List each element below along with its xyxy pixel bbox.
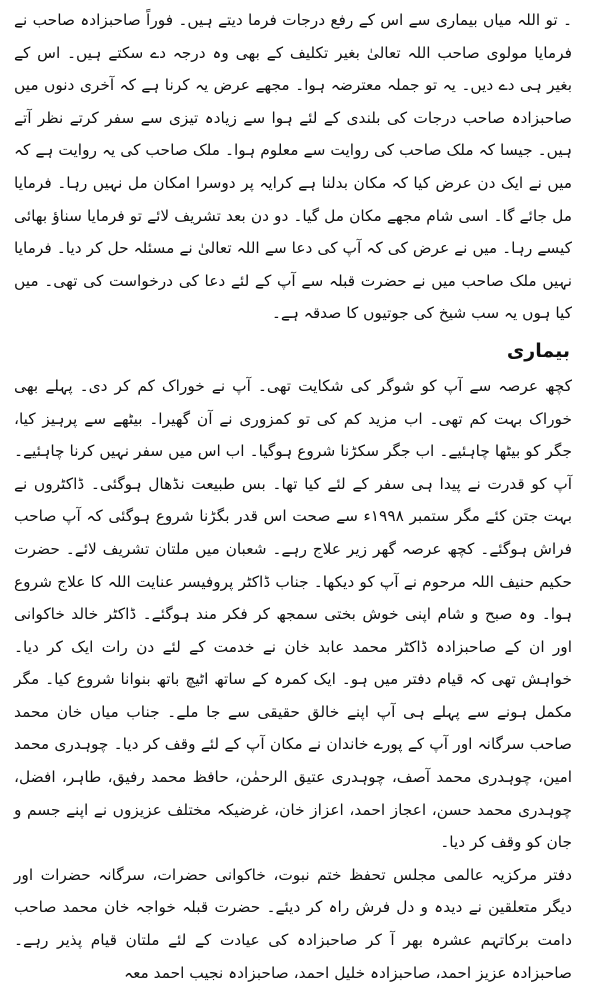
paragraph-intro: ۔ تو اللہ میاں بیماری سے اس کے رفع درجات فرما دیتے ہیں۔ فوراً صاحبزادہ صاحب نے فرمایا مولوی صاحب اللہ تعالیٰ بغیر تکلیف کے بھی وہ درجہ دے سکتے ہیں۔ اس کے بغیر ہی دے دیں۔ یہ تو جملہ معترضہ ہوا۔ مجھے عرض یہ کرنا ہے کہ آخری دنوں میں صاحبزادہ صاحب درجات کی بلندی کے لئے ہوا سے زیادہ تیزی سے سفر کرتے نظر آتے ہیں۔ جیسا کہ ملک صاحب کی روایت سے معلوم ہوا۔ ملک صاحب کی یہ روایت ہے کہ میں نے ایک دن عرض کیا کہ مکان بدلنا ہے کرایہ پر دوسرا امکان مل نہیں رہا۔ فرمایا مل جائے گا۔ اسی شام مجھے مکان مل گیا۔ دو دن بعد تشریف لائے تو فرمایا سناؤ بھائی کیسے رہا۔ میں نے عرض کی کہ آپ کی دعا سے اللہ تعالیٰ نے مسئلہ حل کر دیا۔ فرمایا نہیں ملک صاحب میں نے حضرت قبلہ سے آپ کے لئے دعا کی درخواست کی تھی۔ میں کیا ہوں یہ سب شیخ کی جوتیوں کا صدقہ ہے۔ xyxy=(14,11,572,323)
paragraph-illness: کچھ عرصہ سے آپ کو شوگر کی شکایت تھی۔ آپ نے خوراک کم کر دی۔ پہلے بھی خوراک بہت کم تھی۔ اب مزید کم کی تو کمزوری نے آن گھیرا۔ بیٹھے سے پرہیز کیا، جگر کو بیٹھا چاہئیے۔ اب جگر سکڑنا شروع ہوگیا۔ اب اس میں سفر نہیں کرنا چاہئیے۔ آپ کو قدرت نے پیدا ہی سفر کے لئے کیا تھا۔ بس طبیعت نڈھال ہوگئی۔ ڈاکٹروں نے بہت جتن کئے مگر ستمبر ۱۹۹۸ء سے صحت اس قدر بگڑنا شروع ہوگئی کہ آپ صاحب فراش ہوگئے۔ کچھ عرصہ گھر زیر علاج رہے۔ شعبان میں ملتان تشریف لائے۔ حضرت حکیم حنیف اللہ مرحوم نے آپ کو دیکھا۔ جناب ڈاکٹر پروفیسر عنایت اللہ کا علاج شروع ہوا۔ وہ صبح و شام اپنی خوش بختی سمجھ کر فکر مند ہوگئے۔ ڈاکٹر خالد خاکوانی اور ان کے صاحبزادہ ڈاکٹر محمد عابد خان نے خدمت کے لئے دن رات ایک کر دیا۔ خواہش تھی کہ قیام دفتر میں ہو۔ ایک کمرہ کے ساتھ اٹیچ باتھ بنوانا شروع کیا۔ مگر مکمل ہونے سے پہلے ہی آپ اپنے خالق حقیقی سے جا ملے۔ جناب میاں خان محمد صاحب سرگانہ اور آپ کے پورے خاندان نے مکان آپ کے لئے وقف کر دیا۔ چوہدری محمد امین، چوہدری محمد آصف، چوہدری عتیق الرحمٰن، حافظ محمد رفیق، طاہر، افضل، چوہدری محمد حسن، اعجاز احمد، اعزاز خان، غرضیکہ مختلف عزیزوں نے اپنے جسم و جان کو وقف کر دیا۔ xyxy=(14,376,572,852)
paragraph-office: دفتر مرکزیہ عالمی مجلس تحفظ ختم نبوت، خاکوانی حضرات، سرگانہ حضرات اور دیگر متعلقین نے دیدہ و دل فرش راہ کر دیئے۔ حضرت قبلہ خواجہ خان محمد صاحب دامت برکاتہم عشرہ بھر آ کر صاحبزادہ کی عیادت کے لئے ملتان قیام پذیر رہے۔ صاحبزادہ عزیز احمد، صاحبزادہ خلیل احمد، صاحبزادہ نجیب احمد معہ xyxy=(14,865,572,982)
section-heading-illness: بیماری xyxy=(506,339,570,362)
